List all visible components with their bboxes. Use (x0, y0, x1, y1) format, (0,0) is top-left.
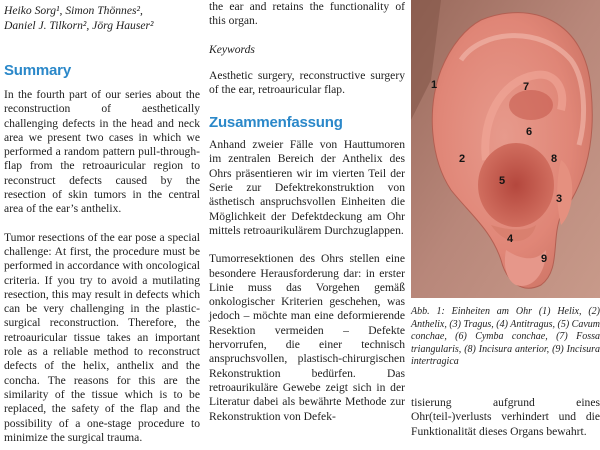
zusammenfassung-heading: Zusammenfassung (209, 114, 343, 132)
ear-label-4: 4 (507, 233, 514, 245)
ear-label-1: 1 (431, 79, 438, 91)
ear-illustration (411, 0, 600, 298)
ear-label-3: 3 (556, 193, 563, 205)
zusammenfassung-continuation: tisierung aufgrund eines Ohr(teil-)verlusts verhindert und die Funktionalität dieses Organs bewahrt. (411, 396, 600, 438)
summary-heading: Summary (4, 62, 71, 79)
ear-label-8: 8 (551, 153, 558, 165)
author-line-1: Heiko Sorg¹, Simon Thönnes², (4, 4, 143, 17)
ear-label-5: 5 (499, 175, 506, 187)
summary-paragraph-1: In the fourth part of our series about the reconstruction of aesthetically challenging defects in the head and neck area we present two cases in which we performed a random pattern pull-through-flap from the retroauricular region to reconstruct defects caused by the resection of skin tumors in the central area of the ear’s anthelix. (4, 88, 200, 216)
summary-continuation: the ear and retains the functionality of this organ. (209, 0, 405, 28)
ear-label-9: 9 (541, 253, 548, 265)
column-left (4, 0, 200, 445)
author-line-2: Daniel J. Tilkorn², Jörg Hauser² (4, 19, 154, 32)
column-middle (209, 0, 405, 424)
ear-figure (411, 0, 600, 298)
zusammenfassung-paragraph-1: Anhand zweier Fälle von Hauttumoren im zentralen Bereich der Anthelix des Ohrs präsentieren wir im vierten Teil der Serie zur Defektrekonstruktion von ästhetisch anspruchsvollen Einheiten die Möglichkeit der Defektdeckung am Ohr mittels retroaurikulärem Durchzuglappen. (209, 138, 405, 237)
column-right-text (411, 396, 600, 439)
ear-label-7: 7 (523, 81, 530, 93)
keywords-text: Aesthetic surgery, reconstructive surgery of the ear, retroauricular flap. (209, 68, 405, 96)
ear-label-6: 6 (526, 126, 533, 138)
zusammenfassung-paragraph-2: Tumorresektionen des Ohrs stellen eine besondere Herausforderung dar: in erster Linie muss das Vorgehen gemäß onkologischer Kriterien geschehen, was jedoch – möchte man eine deformierende Resektion vermeiden – Defekte hervorrufen, die einer technisch anspruchsvollen, plastisch-chirurgischen Rekonstruktion bedürfen. Das retroaurikuläre Gewebe zeigt sich in der Literatur dabei als bewährte Methode zur Rekonstruktion von Defek- (209, 252, 405, 423)
ear-label-2: 2 (459, 153, 466, 165)
summary-paragraph-2: Tumor resections of the ear pose a special challenge: At first, the procedure must be performed in accordance with oncological criteria. If you try to avoid a mutilating resection, this may result in defects which can be very challenging in the plastic-surgical reconstruction. Therefore, the retroauricular tissue takes an important role as a reliable method to reconstruct defects of the helix, anthelix and the concha. The reasons for this are the similarity of the tissue which is to be replaced, the safety of the flap and the possibility of a one-stage procedure to minimize the surgical trauma. (4, 230, 200, 444)
keywords-heading: Keywords (209, 42, 255, 56)
author-list (4, 3, 200, 33)
figure-caption: Abb. 1: Einheiten am Ohr (1) Helix, (2) Anthelix, (3) Tragus, (4) Antitragus, (5) Cavum conchae, (6) Cymba conchae, (7) Fossa triangularis, (8) Incisura anterior, (9) Incisura intertragica (411, 306, 600, 367)
